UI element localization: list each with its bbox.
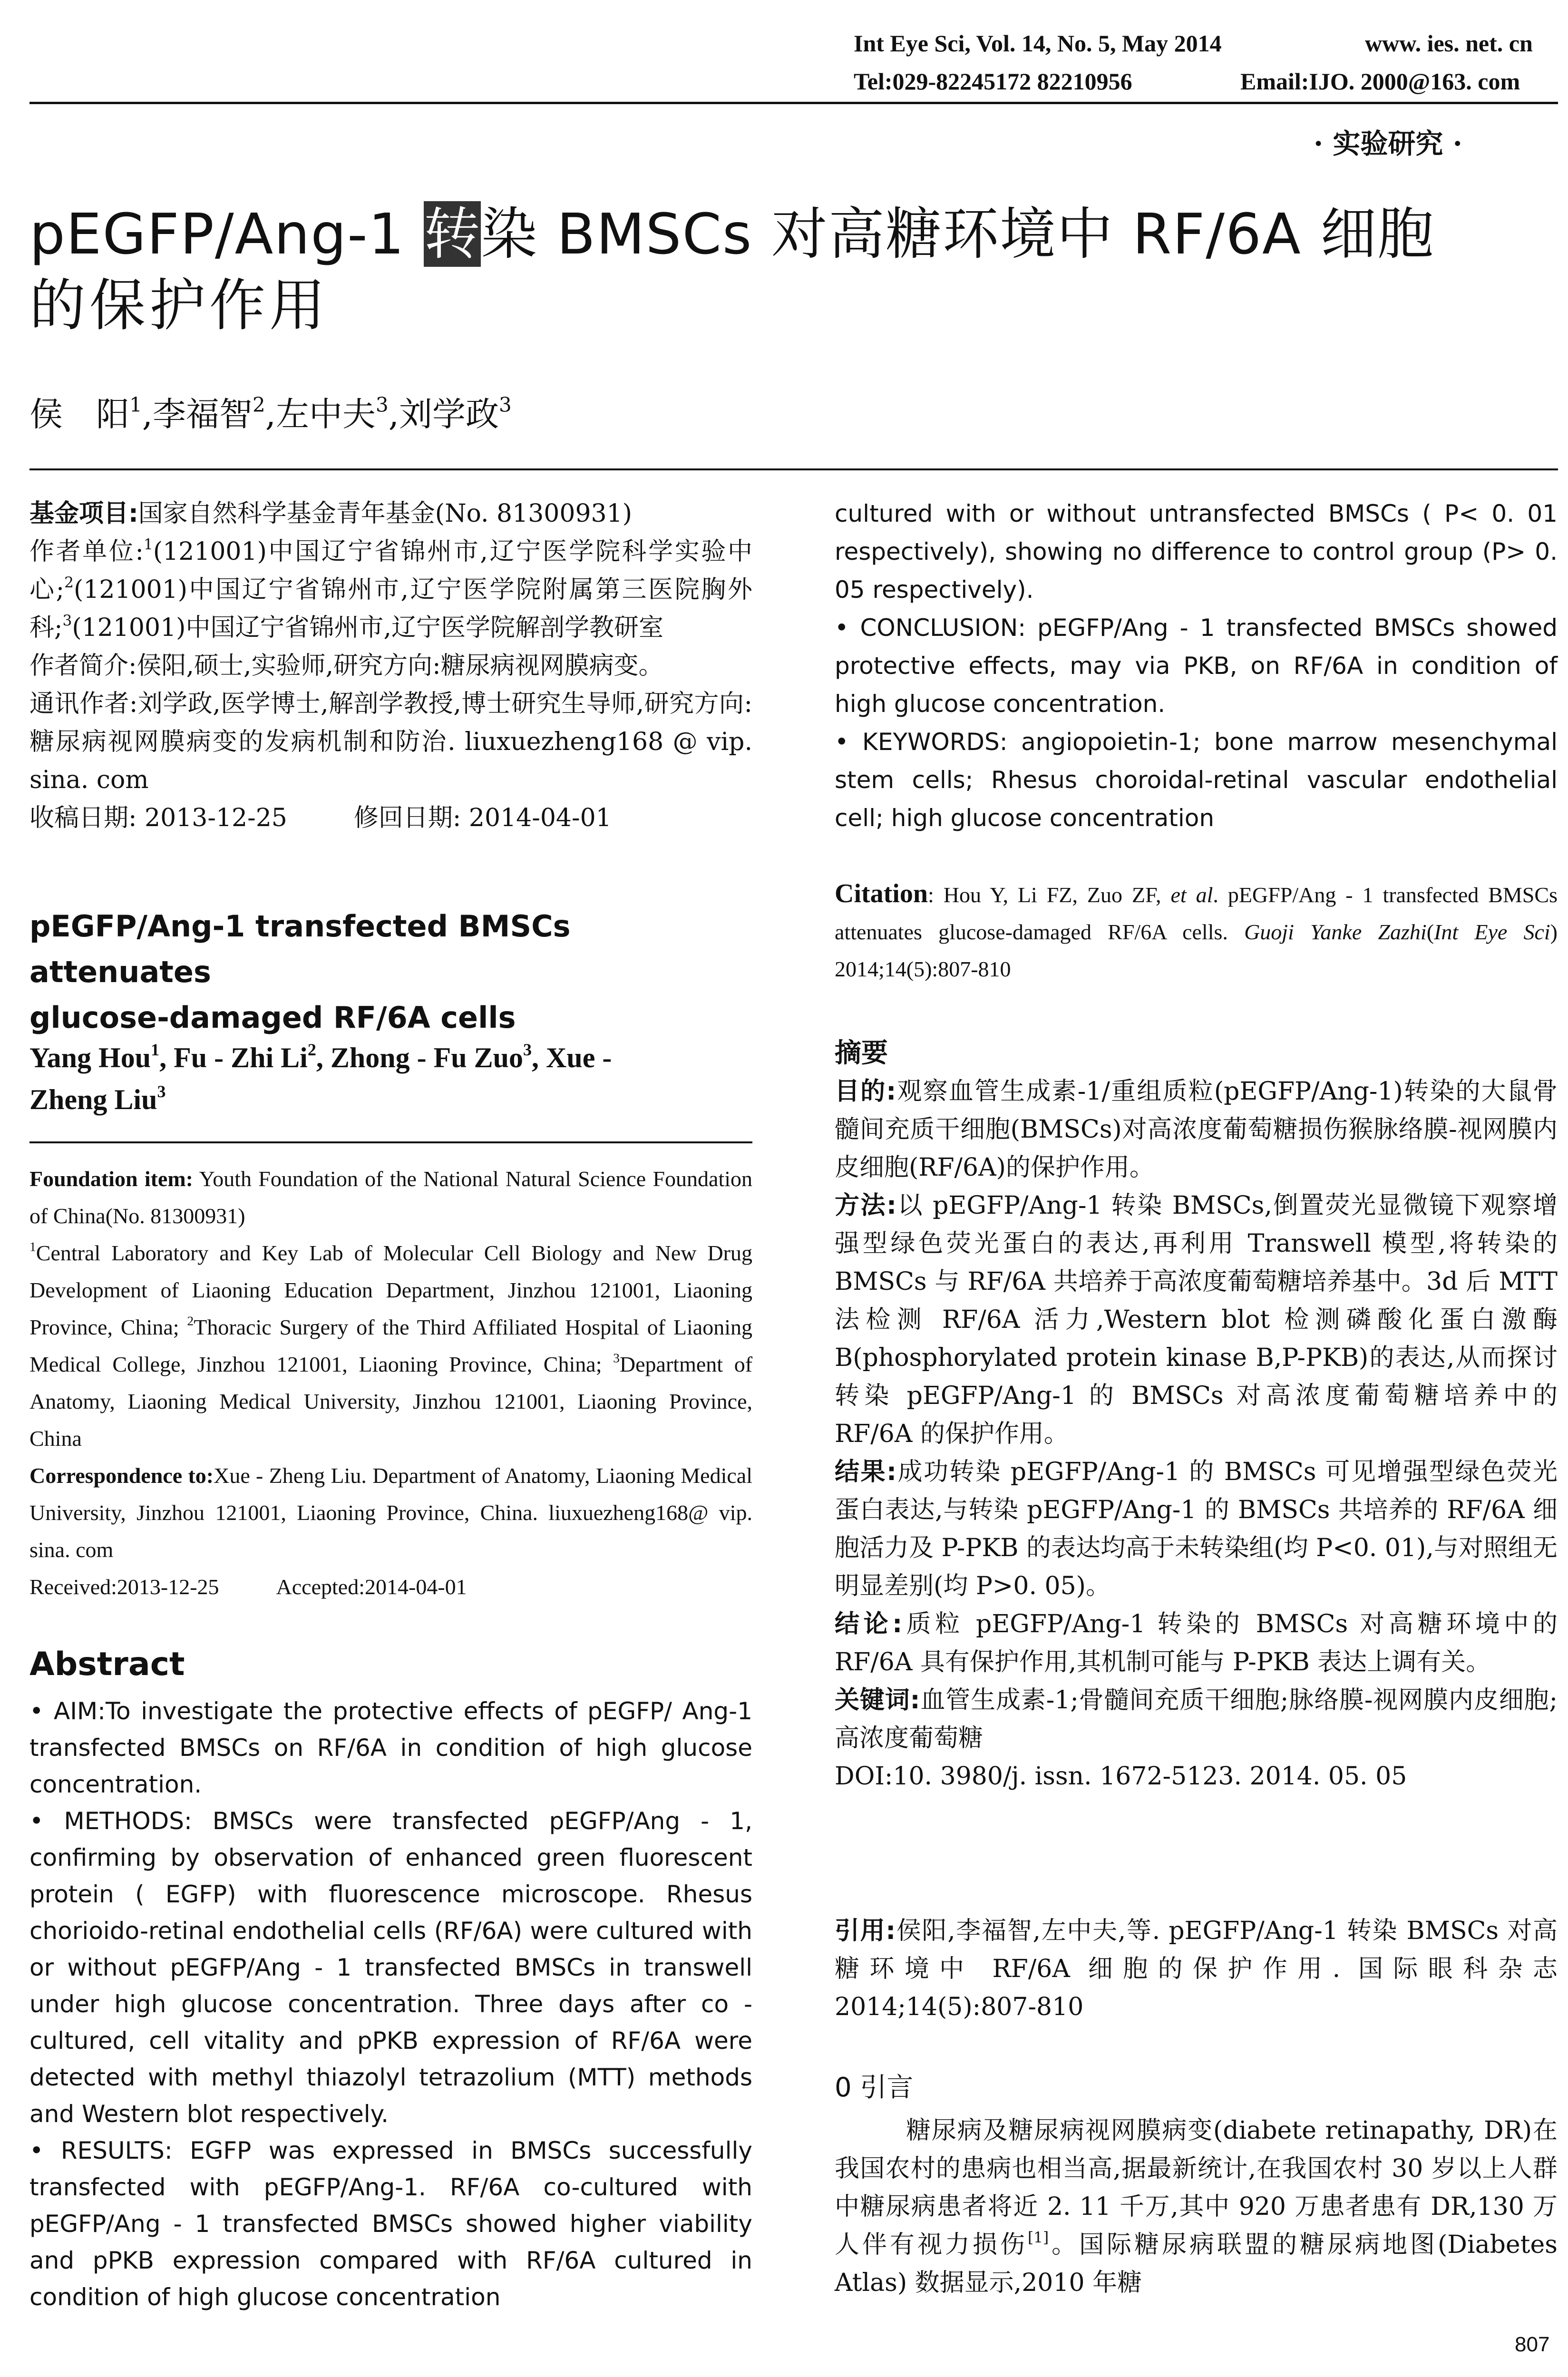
cn-methods: 方法:以 pEGFP/Ang-1 转染 BMSCs,倒置荧光显微镜下观察增强型绿色荧光蛋白的表达,再利用 Transwell 模型,将转染的 BMSCs 与 RF/6A 共培养于高浓度葡萄糖培养基中。3d 后 MTT 法检测 RF/6A 活力,Western blot 检测磷酸化蛋白激酶 B(phosphorylated protein kinase B,P-PKB)的表达,从而探讨转染 pEGFP/Ang-1 的 BMSCs 对高浓度葡萄糖培养中的 RF/6A 的保护作用。 xyxy=(835,1191,1558,1448)
bio-line: 作者简介:侯阳,硕士,实验师,研究方向:糖尿病视网膜病变。 xyxy=(29,652,663,680)
title-highlight: 转 xyxy=(424,201,481,267)
article-title-line2: 的保护作用 xyxy=(29,273,330,338)
correspondence: Correspondence to:Xue - Zheng Liu. Department of Anatomy, Liaoning Medical University, Jinzhou 121001, Liaoning Province, China. liuxuezheng168@ vip. sina. com xyxy=(29,1463,752,1562)
citation-block: Citation: Hou Y, Li FZ, Zuo ZF, et al. pEGFP/Ang - 1 transfected BMSCs attenuates glucose-damaged RF/6A cells. Guoji Yanke Zazhi(Int Eye Sci) 2014;14(5):807-810 xyxy=(835,879,1558,981)
cn-meta-block xyxy=(29,495,752,837)
article-title xyxy=(29,200,1434,269)
cn-abstract-body xyxy=(835,1072,1558,1795)
header-rule xyxy=(29,102,1558,104)
en-authors-rule xyxy=(29,1141,752,1143)
cn-keywords: 关键词:血管生成素-1;骨髓间充质干细胞;脉络膜-视网膜内皮细胞;高浓度葡萄糖 xyxy=(835,1686,1558,1753)
cn-conclusion: 结论:质粒 pEGFP/Ang-1 转染的 BMSCs 对高糖环境中的 RF/6A 具有保护作用,其机制可能与 P-PKB 表达上调有关。 xyxy=(835,1610,1558,1676)
page-number: 807 xyxy=(1515,2333,1550,2356)
journal-email: Email:IJO. 2000@163. com xyxy=(1240,68,1520,95)
dates-line: 收稿日期: 2013-12-25 修回日期: 2014-04-01 xyxy=(29,804,612,832)
abstract-conclusion: • CONCLUSION: pEGFP/Ang - 1 transfected BMSCs showed protective effects, may via PKB, on RF/6A in condition of high glucose concentration. xyxy=(835,614,1558,718)
abstract-heading: Abstract xyxy=(29,1646,185,1683)
en-authors: Yang Hou$^1$, Fu - Zhi Li$^2$, Zhong - Fu Zuo$^3$, Xue - Zheng Liu$^3$ xyxy=(29,1040,612,1115)
cn-citation: 引用:侯阳,李福智,左中夫,等. pEGFP/Ang-1 转染 BMSCs 对高糖环境中 RF/6A 细胞的保护作用. 国际眼科杂志 2014;14(5):807-810 xyxy=(835,1917,1558,2021)
fund-line: 基金项目:国家自然科学基金青年基金(No. 81300931) xyxy=(29,499,632,528)
unit-line: 作者单位:$^1$(121001)中国辽宁省锦州市,辽宁医学院科学实验中心;$^2$(121001)中国辽宁省锦州市,辽宁医学院附属第三医院胸外科;$^3$(121001)中国辽宁省锦州市,辽宁医学院解剖学教研室 xyxy=(29,536,752,642)
abstract-body xyxy=(29,1693,752,2316)
corr-line: 通讯作者:刘学政,医学博士,解剖学教授,博士研究生导师,研究方向:糖尿病视网膜病变的发病机制和防治. liuxuezheng168 @ vip. sina. com xyxy=(29,690,752,794)
cn-results: 结果:成功转染 pEGFP/Ang-1 的 BMSCs 可见增强型绿色荧光蛋白表达,与转染 pEGFP/Ang-1 的 BMSCs 共培养的 RF/6A 细胞活力及 P-PKB 的表达均高于未转染组(均 P<0. 01),与对照组无明显差别(均 P>0. 05)。 xyxy=(835,1458,1558,1600)
abstract-methods: • METHODS: BMSCs were transfected pEGFP/Ang - 1, confirming by observation of enhanced green fluorescent protein ( EGFP) with fluorescence microscope. Rhesus chorioido-retinal endothelial cells (RF/6A) were cultured with or without pEGFP/Ang - 1 transfected BMSCs in transwell under high glucose concentration. Three days after co - cultured, cell vitality and pPKB expression of RF/6A were detected with methyl thiazolyl tetrazolium (MTT) methods and Western blot respectively. xyxy=(29,1807,752,2128)
abstract-keywords: • KEYWORDS: angiopoietin-1; bone marrow mesenchymal stem cells; Rhesus choroidal-retinal vascular endothelial cell; high glucose concentration xyxy=(835,728,1558,832)
en-title: pEGFP/Ang-1 transfected BMSCs attenuates glucose-damaged RF/6A cells xyxy=(29,909,571,1035)
title-part2: 染 BMSCs 对高糖环境中 RF/6A 细胞 xyxy=(481,201,1435,267)
foundation-line: Foundation item: Youth Foundation of the National Natural Science Foundation of China(No. 81300931) xyxy=(29,1167,753,1228)
journal-tel: Tel:029-82245172 82210956 xyxy=(854,68,1132,95)
abstract-results-cont: cultured with or without untransfected BMSCs ( P< 0. 01 respectively), showing no difference to control group (P> 0. 05 respectively). xyxy=(835,500,1558,604)
journal-website: www. ies. net. cn xyxy=(1365,30,1533,57)
title-part1: pEGFP/Ang-1 xyxy=(29,201,424,267)
section-label: · 实验研究 · xyxy=(1314,127,1462,160)
abstract-aim: • AIM:To investigate the protective effects of pEGFP/ Ang-1 transfected BMSCs on RF/6A in condition of high glucose concentration. xyxy=(29,1697,752,1798)
cn-abstract-heading: 摘要 xyxy=(835,1038,888,1069)
cn-objective: 目的:观察血管生成素-1/重组质粒(pEGFP/Ang-1)转染的大鼠骨髓间充质干细胞(BMSCs)对高浓度葡萄糖损伤猴脉络膜-视网膜内皮细胞(RF/6A)的保护作用。 xyxy=(835,1077,1558,1182)
doi: DOI:10. 3980/j. issn. 1672-5123. 2014. 05. 05 xyxy=(835,1762,1407,1791)
abstract-continued xyxy=(835,495,1558,837)
reference-marker[interactable]: [1] xyxy=(1027,2229,1049,2247)
journal-info: Int Eye Sci, Vol. 14, No. 5, May 2014 xyxy=(854,30,1222,57)
abstract-results: • RESULTS: EGFP was expressed in BMSCs successfully transfected with pEGFP/Ang-1. RF/6A co-cultured with pEGFP/Ang - 1 transfected BMSCs showed higher viability and pPKB expression compared with RF/6A cultured in condition of high glucose concentration xyxy=(29,2137,752,2311)
authors-cn: 侯 阳$^1$,李福智$^2$,左中夫$^3$,刘学政$^3$ xyxy=(29,393,512,434)
intro-heading: 0 引言 xyxy=(835,2072,914,2103)
en-info-block xyxy=(29,1160,752,1606)
affiliations: $^1$Central Laboratory and Key Lab of Molecular Cell Biology and New Drug Development of Liaoning Education Department, Jinzhou 121001, Liaoning Province, China; $^2$Thoracic Surgery of the Third Affiliated Hospital of Liaoning Medical College, Jinzhou 121001, Liaoning Province, China; $^3$Department of Anatomy, Liaoning Medical University, Jinzhou 121001, Liaoning Province, China xyxy=(29,1239,753,1451)
authors-rule xyxy=(29,468,1558,470)
intro-paragraph: 糖尿病及糖尿病视网膜病变(diabete retinapathy, DR)在我国农村的患病也相当高,据最新统计,在我国农村 30 岁以上人群中糖尿病患者将近 2. 11 千万,其中 920 万患者患有 DR,130 万人伴有视力损伤[1]。国际糖尿病联盟的糖尿病地图(Diabetes Atlas) 数据显示,2010 年糖 xyxy=(835,2116,1558,2297)
en-dates: Received:2013-12-25 Accepted:2014-04-01 xyxy=(29,1575,467,1599)
